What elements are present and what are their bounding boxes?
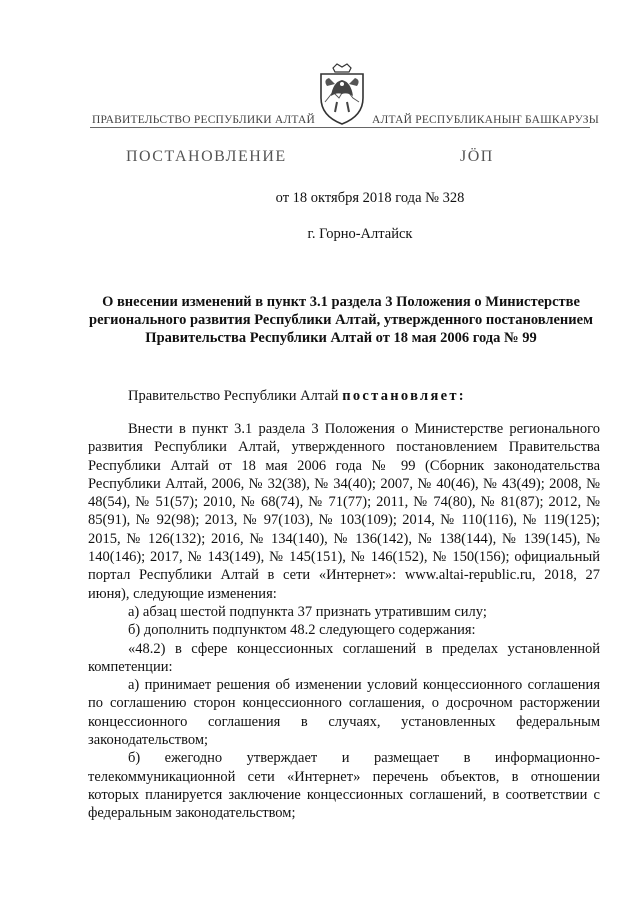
body-paragraph: Внести в пункт 3.1 раздела 3 Положения о Министерстве регионального развития Республики Алтай, утвержденного постановлением Правительства Республики Алтай от 18 мая 2006 года № 99 (Сборник законодательства Республики Алтай, 2006, № 32(38), № 34(40); 2007, № 40(46), № 43(49); 2008, № 48(54), № 51(57); 2010, № 68(74), № 71(77); 2011, № 74(80), № 81(87); 2012, № 85(91), № 92(98); 2013, № 97(103), № 103(109); 2014, № 110(116), № 119(125); 2015, № 126(132); 2016, № 134(140), № 136(142), № 138(144), № 139(145), № 140(146); 2017, № 143(149), № 145(151), № 146(152), № 150(156); официальный портал Республики Алтай в сети «Интернет»: www.altai-republic.ru, 2018, 27 июня), следующие изменения: (88, 421, 600, 602)
body-paragraph: б) дополнить подпунктом 48.2 следующего содержания: (128, 622, 476, 639)
body-paragraph: б) ежегодно утверждает и размещает в информационно-телекоммуникационной сети «Интернет» перечень объектов, в отношении которых планируется заключение концессионных соглашений, в соответствии с федеральным законодательством; (88, 750, 600, 822)
document-body (88, 420, 600, 823)
preamble-subject: Правительство Республики Алтай (128, 388, 339, 404)
gov-name-altai: АЛТАЙ РЕСПУБЛИКАНЫҤ БАШКАРУЗЫ (372, 114, 599, 126)
body-paragraph: а) абзац шестой подпункта 37 признать утратившим силу; (128, 603, 487, 620)
body-paragraph: а) принимает решения об изменении условий концессионного соглашения по соглашению сторон концессионного соглашения, о досрочном расторжении концессионного соглашения в случаях, установленных федеральным законодательством; (88, 677, 600, 749)
preamble (128, 388, 466, 405)
header-divider (90, 127, 590, 128)
body-paragraph: «48.2) в сфере концессионных соглашений в пределах установленной компетенции: (88, 640, 600, 675)
document-city: г. Горно-Алтайск (307, 226, 413, 242)
gov-name-russian: ПРАВИТЕЛЬСТВО РЕСПУБЛИКИ АЛТАЙ (92, 114, 316, 126)
document-date: от 18 октября 2018 года № 328 (275, 190, 465, 206)
document-title: О внесении изменений в пункт 3.1 раздела 3 Положения о Министерстве регионального развития Республики Алтай, утвержденного постановлением Правительства Республики Алтай от 18 мая 2006 года № 99 (89, 294, 593, 346)
coat-of-arms-icon (313, 62, 371, 126)
doc-type-russian: ПОСТАНОВЛЕНИЕ (126, 148, 287, 165)
doc-type-altai: ЈÖП (460, 148, 494, 165)
preamble-verb: постановляет: (342, 388, 466, 404)
